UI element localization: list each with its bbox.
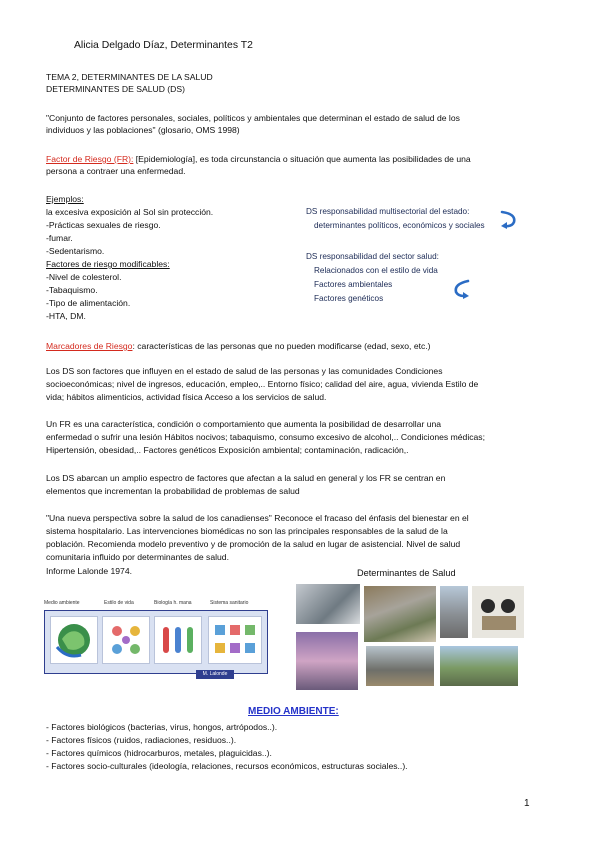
modificables-title: Factores de riesgo modificables: xyxy=(46,259,170,269)
lalonde-report: Informe Lalonde 1974. xyxy=(46,566,133,576)
curved-arrow-icon xyxy=(450,278,472,300)
lalonde-diagram xyxy=(42,598,272,680)
ejemplo-item: -Sedentarismo. xyxy=(46,246,105,256)
diagram-label: Estilo de vida xyxy=(104,600,134,606)
medio-ambiente-item: - Factores físicos (ruidos, radiaciones, residuos..). xyxy=(46,735,237,745)
factor-riesgo-text: [Epidemiología], es toda circunstancia o situación que aumenta las posibilidades de una xyxy=(133,154,471,164)
fr-paragraph-line: enfermedad o sufrir una lesión Hábitos nocivos; tabaquismo, consumo excesivo de alcohol,.. Condiciones médicas; xyxy=(46,432,485,442)
curved-arrow-icon xyxy=(498,208,520,230)
topic-title: TEMA 2, DETERMINANTES DE LA SALUD xyxy=(46,72,213,82)
medio-ambiente-item: - Factores químicos (hidrocarburos, metales, plaguicidas..). xyxy=(46,748,272,758)
page-number: 1 xyxy=(524,798,530,809)
photo-hospital xyxy=(296,584,360,624)
photo-community xyxy=(440,646,518,686)
lalonde-paragraph-line: población. Recomienda modelo preventivo y de promoción de la salud en lugar de asistencial. Nivel de salud xyxy=(46,539,461,549)
lifestyle-illustration xyxy=(102,616,150,664)
abarcan-paragraph-line: elementos que incrementan la probabilidad de problemas de salud xyxy=(46,486,300,496)
photo-slum xyxy=(364,586,436,642)
abarcan-paragraph-line: Los DS abarcan un amplio espectro de factores que afectan a la salud en general y los FR se centran en xyxy=(46,473,446,483)
ejemplo-item: -Prácticas sexuales de riesgo. xyxy=(46,220,161,230)
side-note-2-item: Factores genéticos xyxy=(314,294,384,303)
ds-paragraph-line: Los DS son factores que influyen en el estado de salud de las personas y las comunidades Condiciones xyxy=(46,366,443,376)
document-header: Alicia Delgado Díaz, Determinantes T2 xyxy=(74,40,253,51)
medio-ambiente-item: - Factores socio-culturales (ideología, relaciones, recursos económicos, estructuras sociales..). xyxy=(46,761,408,771)
ds-paragraph-line: vida; hábitos alimenticios, actividad física Acceso a los servicios de salud. xyxy=(46,392,327,402)
modificable-item: -Tipo de alimentación. xyxy=(46,298,131,308)
diagram-label: Biología h. mana xyxy=(154,600,192,606)
factor-riesgo-line-1 xyxy=(46,154,471,165)
modificable-item: -Tabaquismo. xyxy=(46,285,98,295)
lalonde-paragraph-line: sistema hospitalario. Las intervenciones biomédicas no son las principales responsables de la salud de la xyxy=(46,526,448,536)
factor-riesgo-line-2: persona a contraer una enfermedad. xyxy=(46,166,186,176)
photo-cartoon xyxy=(472,586,524,638)
ejemplo-item: la excesiva exposición al Sol sin protección. xyxy=(46,207,214,217)
topic-subtitle: DETERMINANTES DE SALUD (DS) xyxy=(46,84,185,94)
fr-paragraph-line: Hipertensión, obesidad,.. Factores genéticos Exposición ambiental; contaminación, radicación,. xyxy=(46,445,409,455)
medio-ambiente-title[interactable]: MEDIO AMBIENTE: xyxy=(248,706,339,717)
lalonde-paragraph-line: "Una nueva perspectiva sobre la salud de los canadienses" Reconoce el fracaso del énfasis del bienestar en el xyxy=(46,513,469,523)
health-system-illustration xyxy=(208,616,262,664)
ejemplos-title: Ejemplos: xyxy=(46,194,84,204)
factor-riesgo-label: Factor de Riesgo (FR): xyxy=(46,154,134,164)
medio-ambiente-item: - Factores biológicos (bacterias, virus, hongos, artrópodos..). xyxy=(46,722,278,732)
marcadores-line xyxy=(46,341,431,352)
definition-line-2: individuos y las poblaciones" (glosario, OMS 1998) xyxy=(46,125,240,135)
marcadores-text: : características de las personas que no pueden modificarse (edad, sexo, etc.) xyxy=(132,341,431,351)
side-note-1-line-1: DS responsabilidad multisectorial del estado: xyxy=(306,207,470,216)
photo-street xyxy=(366,646,434,686)
side-note-1-line-2: determinantes políticos, económicos y sociales xyxy=(314,221,485,230)
definition-line-1: "Conjunto de factores personales, sociales, políticos y ambientales que determinan el estado de salud de los xyxy=(46,113,460,123)
marcadores-label: Marcadores de Riesgo xyxy=(46,341,133,351)
biology-illustration xyxy=(154,616,202,664)
lalonde-paragraph-line: comunitaria influido por determinantes de salud. xyxy=(46,552,229,562)
ds-paragraph-line: socioeconómicas; nivel de ingresos, educación, empleo,.. Entorno físico; calidad del aire, agua, vivienda Estilo de xyxy=(46,379,479,389)
photo-children xyxy=(296,632,358,690)
diagram-label: Medio ambiente xyxy=(44,600,80,606)
side-note-2-item: Factores ambientales xyxy=(314,280,393,289)
side-note-2-item: Relacionados con el estilo de vida xyxy=(314,266,438,275)
ejemplo-item: -fumar. xyxy=(46,233,73,243)
modificable-item: -Nivel de colesterol. xyxy=(46,272,122,282)
diagram-label: Sistema sanitario xyxy=(210,600,249,606)
photo-buildings xyxy=(440,586,468,638)
side-note-2-line-1: DS responsabilidad del sector salud: xyxy=(306,252,439,261)
figure-caption: Determinantes de Salud xyxy=(357,568,456,578)
lalonde-footer-badge: M. Lalonde xyxy=(196,670,234,679)
fr-paragraph-line: Un FR es una característica, condición o comportamiento que aumenta la posibilidad de desarrollar una xyxy=(46,419,442,429)
environment-illustration xyxy=(50,616,98,664)
modificable-item: -HTA, DM. xyxy=(46,311,86,321)
